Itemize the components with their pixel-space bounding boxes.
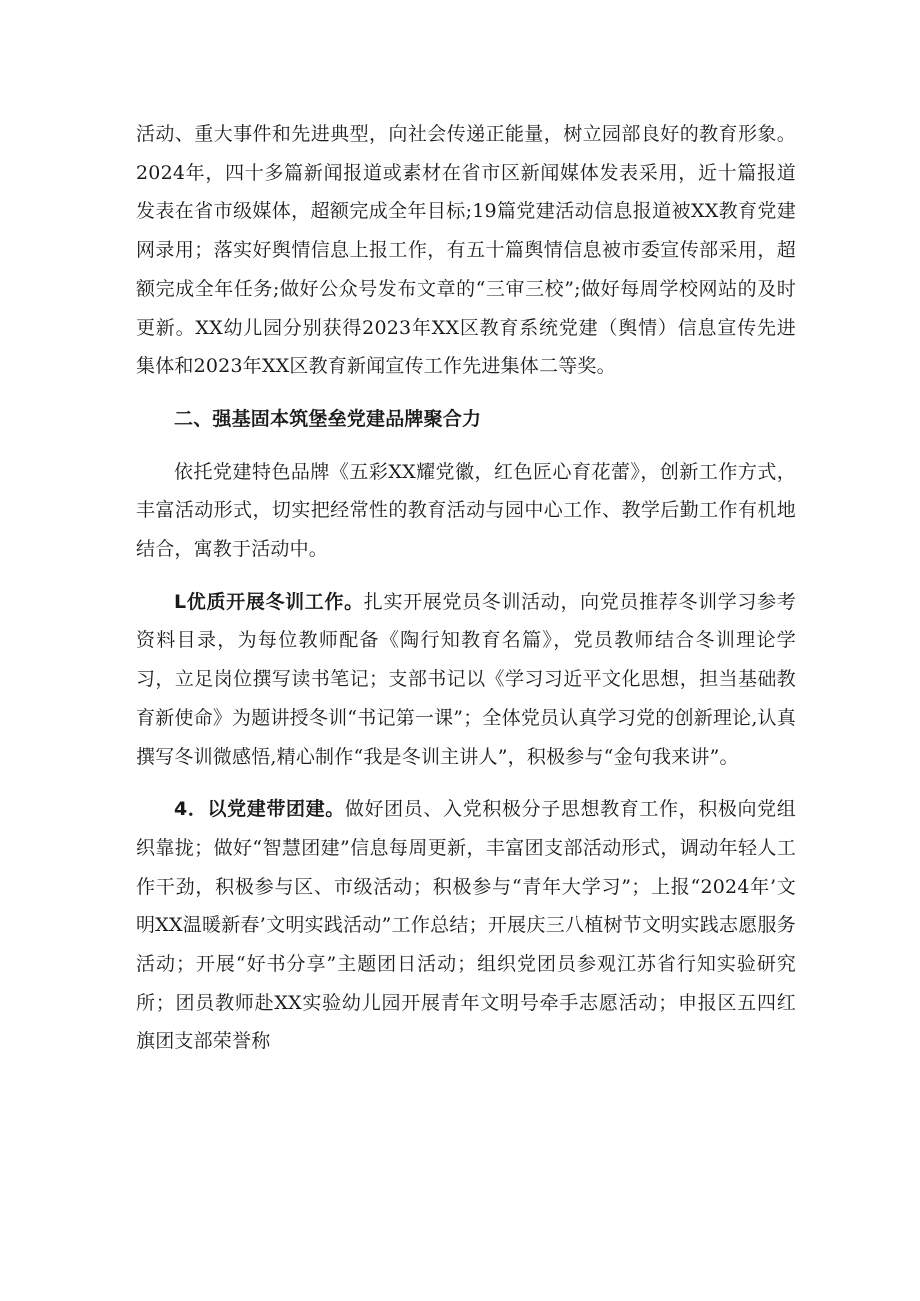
paragraph-league-building <box>136 790 796 1061</box>
paragraph-continued: 活动、重大事件和先进典型，向社会传递正能量，树立园部良好的教育形象。2024年，四十多篇新闻报道或素材在省市区新闻媒体发表采用，近十篇报道发表在省市级媒体，超额完成全年目标;19篇党建活动信息报道被XX教育党建网录用；落实好舆情信息上报工作，有五十篇舆情信息被市委宣传部采用，超额完成全年任务;做好公众号发布文章的“三审三校”;做好每周学校网站的及时更新。XX幼儿园分别获得2023年XX区教育系统党建（舆情）信息宣传先进集体和2023年XX区教育新闻宣传工作先进集体二等奖。 <box>136 123 796 378</box>
league-building-text: 做好团员、入党积极分子思想教育工作，积极向党组织靠拢；做好“智慧团建”信息每周更新，丰富团支部活动形式，调动年轻人工作干劲，积极参与区、市级活动；积极参与“青年大学习”；上报“2024年’文明XX温暖新春’文明实践活动”工作总结；开展庆三八植树节文明实践志愿服务活动；开展“好书分享”主题团日活动；组织党团员参观江苏省行知实验研究所；团员教师赴XX实验幼儿园开展青年文明号牵手志愿活动；申报区五四红旗团支部荣誉称 <box>136 798 796 1053</box>
winter-training-lead: L优质开展冬训工作。 <box>174 590 364 613</box>
section-heading: 二、强基固本筑堡垒党建品牌聚合力 <box>174 407 482 430</box>
document-body <box>136 115 796 1061</box>
league-building-lead: 4．以党建带团建。 <box>174 798 345 821</box>
paragraph-party-brand: 依托党建特色品牌《五彩XX耀党徽，红色匠心育花蕾》，创新工作方式，丰富活动形式，切实把经常性的教育活动与园中心工作、教学后勤工作有机地结合，寓教于活动中。 <box>136 460 796 561</box>
paragraph-winter-training <box>136 583 796 777</box>
winter-training-text: 扎实开展党员冬训活动，向党员推荐冬训学习参考资料目录，为每位教师配备《陶行知教育名篇》，党员教师结合冬训理论学习，立足岗位撰写读书笔记；支部书记以《学习习近平文化思想，担当基础教育新使命》为题讲授冬训“书记第一课”；全体党员认真学习党的创新理论,认真撰写冬训微感悟,精心制作“我是冬训主讲人”，积极参与“金句我来讲”。 <box>136 590 796 768</box>
